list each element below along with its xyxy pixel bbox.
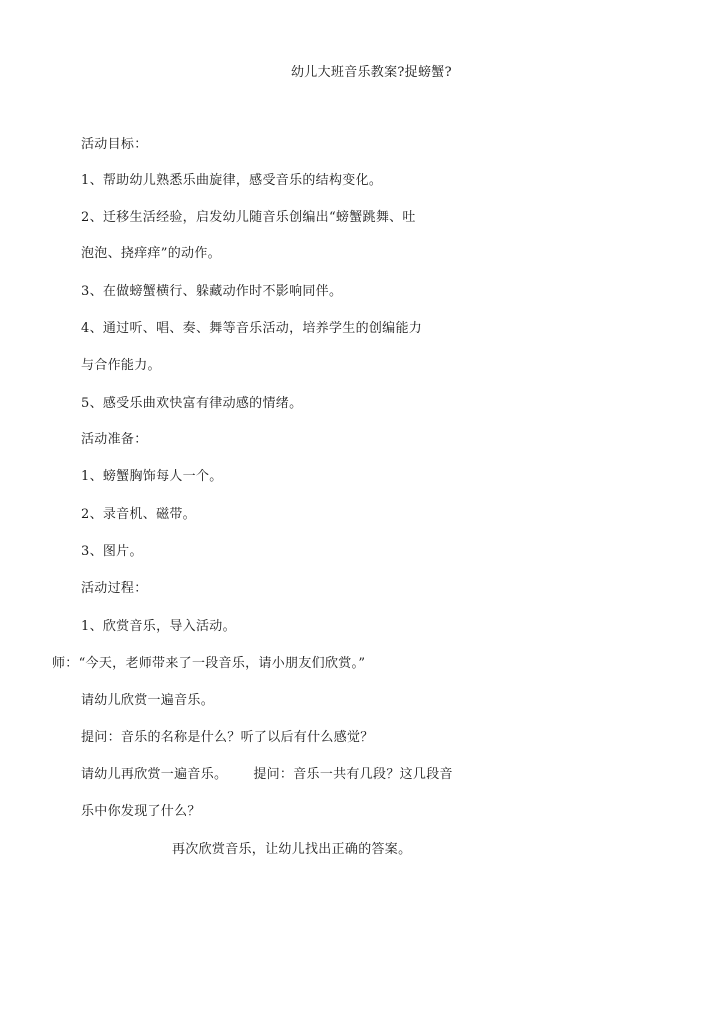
- paragraph-line: 师：“今天，老师带来了一段音乐，请小朋友们欣赏。”: [52, 656, 366, 671]
- paragraph-line: 2、迁移生活经验，启发幼儿随音乐创编出“螃蟹跳舞、吐: [81, 210, 416, 225]
- document-title: 幼儿大班音乐教案?捉螃蟹?: [291, 65, 452, 80]
- paragraph-line: 与合作能力。: [81, 358, 161, 373]
- paragraph-line: 2、录音机、磁带。: [81, 507, 196, 522]
- paragraph-line: 泡泡、挠痒痒”的动作。: [81, 246, 221, 261]
- paragraph-line: 提问：音乐的名称是什么？听了以后有什么感觉？: [81, 730, 374, 745]
- section-heading-preparation: 活动准备：: [81, 432, 148, 447]
- paragraph-text: 请幼儿再欣赏一遍音乐。: [81, 767, 228, 782]
- paragraph-line: 乐中你发现了什么？: [81, 804, 201, 819]
- paragraph-line: 5、感受乐曲欢快富有律动感的情绪。: [81, 396, 303, 411]
- paragraph-line: 3、图片。: [81, 544, 143, 559]
- section-heading-goals: 活动目标：: [81, 137, 148, 152]
- paragraph-line: 4、通过听、唱、奏、舞等音乐活动，培养学生的创编能力: [81, 321, 423, 336]
- paragraph-line: 1、螃蟹胸饰每人一个。: [81, 469, 223, 484]
- paragraph-line: 1、欣赏音乐，导入活动。: [81, 619, 236, 634]
- paragraph-line-combined: [81, 766, 453, 784]
- section-heading-process: 活动过程：: [81, 581, 148, 596]
- paragraph-text: 提问：音乐一共有几段？这几段音: [253, 767, 453, 782]
- paragraph-line: 再次欣赏音乐，让幼儿找出正确的答案。: [172, 842, 412, 857]
- paragraph-line: 请幼儿欣赏一遍音乐。: [81, 693, 215, 708]
- paragraph-line: 1、帮助幼儿熟悉乐曲旋律，感受音乐的结构变化。: [81, 173, 383, 188]
- paragraph-line: 3、在做螃蟹横行、躲藏动作时不影响同伴。: [81, 284, 343, 299]
